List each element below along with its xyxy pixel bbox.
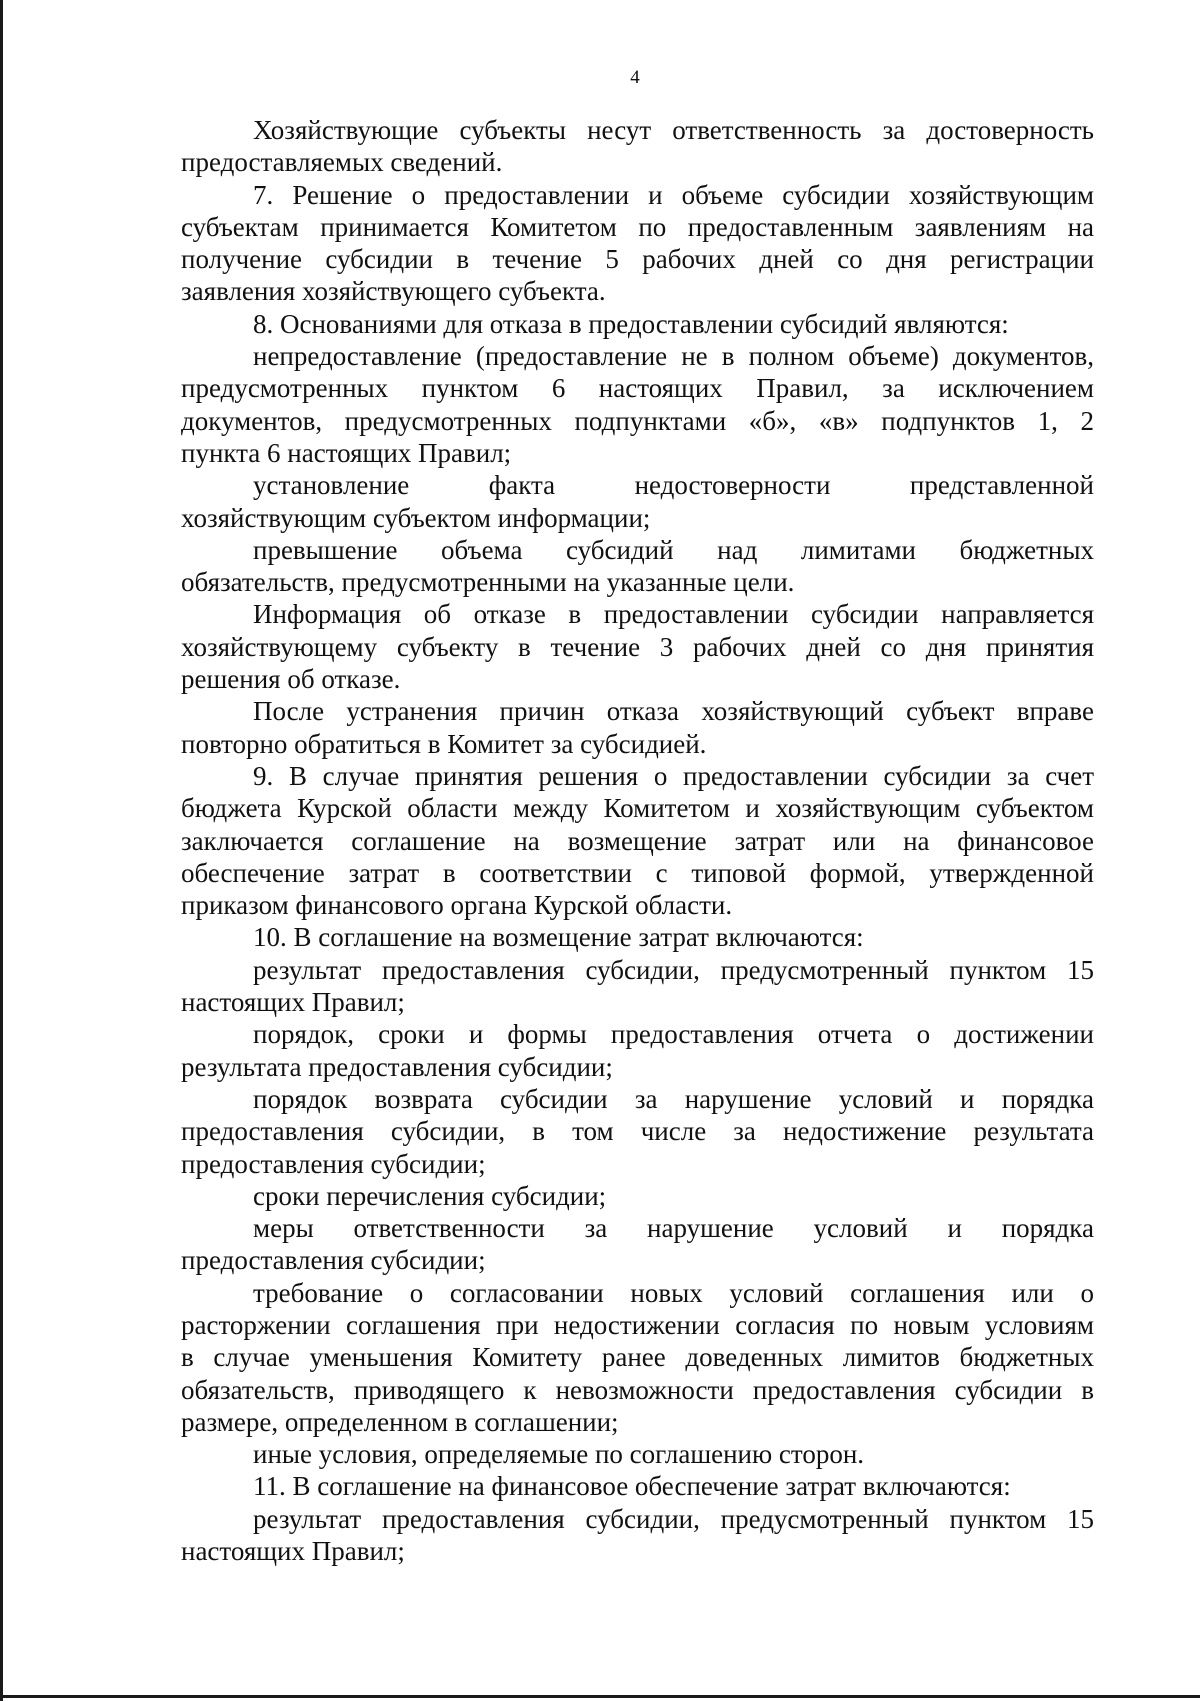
text-line: обязательств, приводящего к невозможности предоставления субсидии в: [181, 1374, 1094, 1405]
text-line: расторжении соглашения при недостижении согласия по новым условиям: [181, 1309, 1094, 1340]
text-line: требование о согласовании новых условий соглашения или о: [253, 1277, 1094, 1308]
text-line: превышение объема субсидий над лимитами бюджетных: [253, 534, 1094, 565]
text-line: повторно обратиться в Комитет за субсидией.: [181, 728, 707, 759]
text-line: приказом финансового органа Курской области.: [181, 890, 733, 921]
text-line: 10. В соглашение на возмещение затрат включаются:: [253, 922, 864, 953]
text-line: бюджета Курской области между Комитетом и хозяйствующим субъектом: [181, 793, 1094, 824]
text-line: заявления хозяйствующего субъекта.: [181, 276, 606, 307]
text-line: сроки перечисления субсидии;: [253, 1180, 607, 1211]
text-line: результат предоставления субсидии, предусмотренный пунктом 15: [253, 1503, 1094, 1534]
scan-bottom-edge: [0, 1695, 1200, 1698]
text-line: предоставляемых сведений.: [181, 147, 503, 178]
text-line: настоящих Правил;: [181, 987, 405, 1018]
text-line: хозяйствующему субъекту в течение 3 рабочих дней со дня принятия: [181, 631, 1094, 662]
text-line: результата предоставления субсидии;: [181, 1051, 613, 1082]
text-line: предоставления субсидии;: [181, 1245, 486, 1276]
text-line: 9. В случае принятия решения о предоставлении субсидии за счет: [253, 760, 1094, 791]
text-line: установление факта недостоверности представленной: [253, 470, 1094, 501]
document-body: [181, 114, 1094, 1567]
text-line: После устранения причин отказа хозяйствующий субъект вправе: [253, 696, 1094, 727]
text-line: размере, определенном в соглашении;: [181, 1406, 619, 1437]
text-line: получение субсидии в течение 5 рабочих дней со дня регистрации: [181, 244, 1094, 275]
text-line: субъектам принимается Комитетом по предоставленным заявлениям на: [181, 211, 1094, 242]
text-line: меры ответственности за нарушение условий и порядка: [253, 1213, 1094, 1244]
text-line: обеспечение затрат в соответствии с типовой формой, утвержденной: [181, 857, 1094, 888]
text-line: документов, предусмотренных подпунктами «б», «в» подпунктов 1, 2: [181, 405, 1094, 436]
text-line: решения об отказе.: [181, 664, 401, 695]
text-line: Информация об отказе в предоставлении субсидии направляется: [253, 599, 1094, 630]
text-line: заключается соглашение на возмещение затрат или на финансовое: [181, 825, 1094, 856]
text-line: порядок возврата субсидии за нарушение условий и порядка: [253, 1083, 1094, 1114]
text-line: 8. Основаниями для отказа в предоставлении субсидий являются:: [253, 308, 1009, 339]
text-line: 7. Решение о предоставлении и объеме субсидии хозяйствующим: [253, 179, 1094, 210]
text-line: настоящих Правил;: [181, 1536, 405, 1567]
text-line: порядок, сроки и формы предоставления отчета о достижении: [253, 1019, 1094, 1050]
scan-left-edge: [0, 0, 3, 1701]
text-line: предоставления субсидии, в том числе за недостижение результата: [181, 1116, 1094, 1147]
text-line: Хозяйствующие субъекты несут ответственность за достоверность: [253, 115, 1094, 145]
text-line: иные условия, определяемые по соглашению сторон.: [253, 1439, 865, 1470]
text-line: пункта 6 настоящих Правил;: [181, 437, 512, 468]
text-line: обязательств, предусмотренными на указанные цели.: [181, 567, 795, 598]
text-line: непредоставление (предоставление не в полном объеме) документов,: [253, 341, 1094, 372]
text-line: предоставления субсидии;: [181, 1148, 486, 1179]
text-line: хозяйствующим субъектом информации;: [181, 502, 651, 533]
text-line: предусмотренных пунктом 6 настоящих Правил, за исключением: [181, 373, 1094, 404]
text-line: 11. В соглашение на финансовое обеспечение затрат включаются:: [253, 1471, 1011, 1502]
text-line: в случае уменьшения Комитету ранее доведенных лимитов бюджетных: [181, 1342, 1094, 1373]
page-number: 4: [630, 67, 640, 88]
text-line: результат предоставления субсидии, предусмотренный пунктом 15: [253, 954, 1094, 985]
